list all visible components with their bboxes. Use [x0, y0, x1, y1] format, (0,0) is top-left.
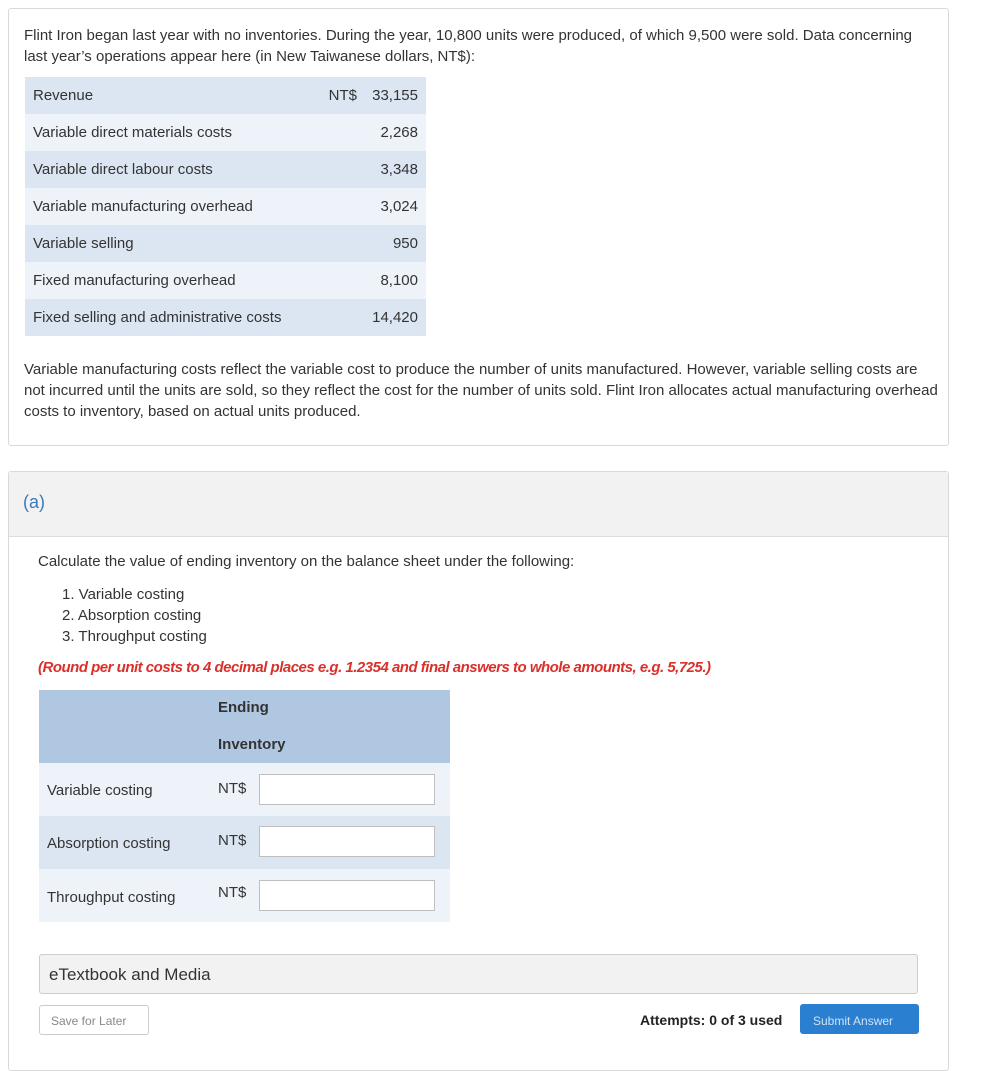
row-label: Variable direct labour costs — [25, 151, 309, 188]
row-value: 2,268 — [361, 114, 426, 151]
row-label: Absorption costing — [47, 835, 171, 852]
etextbook-label: eTextbook and Media — [49, 965, 211, 984]
row-currency — [309, 151, 361, 188]
row-value: 33,155 — [361, 77, 426, 114]
table-row — [25, 151, 426, 188]
row-currency — [309, 188, 361, 225]
row-value: 3,024 — [361, 188, 426, 225]
row-currency — [309, 114, 361, 151]
answer-table-header — [39, 690, 450, 763]
part-label: (a) — [23, 492, 45, 512]
row-label: Variable costing — [47, 782, 153, 799]
question-text: Calculate the value of ending inventory on the balance sheet under the following: — [38, 553, 575, 570]
row-label: Revenue — [25, 77, 309, 114]
row-currency — [309, 262, 361, 299]
row-value: 14,420 — [361, 299, 426, 336]
list-item: 1. Variable costing — [62, 586, 185, 603]
throughput-costing-input[interactable] — [259, 880, 435, 911]
problem-explanation: Variable manufacturing costs reflect the variable cost to produce the number of units manufactured. However, variable selling costs are not incurred until the units are sold, so they reflect the cost for the number of units sold. Flint Iron allocates actual manufacturing overhead costs to inventory, based on actual units produced. — [24, 361, 938, 420]
row-currency — [309, 299, 361, 336]
row-currency: NT$ — [218, 884, 247, 901]
row-currency: NT$ — [218, 780, 247, 797]
row-label: Fixed manufacturing overhead — [25, 262, 309, 299]
table-row — [25, 262, 426, 299]
list-item: 2. Absorption costing — [62, 607, 202, 624]
row-currency: NT$ — [218, 832, 247, 849]
submit-answer-button[interactable]: Submit Answer — [800, 1004, 919, 1034]
problem-card — [8, 8, 949, 446]
save-for-later-button[interactable]: Save for Later — [39, 1005, 149, 1035]
table-row — [39, 816, 450, 869]
table-row — [39, 869, 450, 922]
row-label: Fixed selling and administrative costs — [25, 299, 309, 336]
header-inventory: Inventory — [218, 736, 286, 753]
row-value: 950 — [361, 225, 426, 262]
part-a-header — [9, 472, 948, 537]
row-value: 3,348 — [361, 151, 426, 188]
row-currency — [309, 225, 361, 262]
answer-table — [39, 690, 450, 922]
table-row — [39, 763, 450, 816]
absorption-costing-input[interactable] — [259, 826, 435, 857]
rounding-instructions: (Round per unit costs to 4 decimal places e.g. 1.2354 and final answers to whole amounts, e.g. 5,725.) — [38, 659, 711, 676]
table-row — [25, 225, 426, 262]
etextbook-media-bar[interactable] — [39, 954, 918, 994]
table-row — [25, 77, 426, 114]
steps-list — [62, 584, 207, 647]
attempts-counter: Attempts: 0 of 3 used — [640, 1012, 783, 1028]
row-label: Throughput costing — [47, 889, 176, 906]
row-label: Variable manufacturing overhead — [25, 188, 309, 225]
variable-costing-input[interactable] — [259, 774, 435, 805]
row-label: Variable selling — [25, 225, 309, 262]
table-row — [25, 188, 426, 225]
row-value: 8,100 — [361, 262, 426, 299]
cost-data-table — [25, 77, 426, 336]
table-row — [25, 299, 426, 336]
problem-intro: Flint Iron began last year with no inventories. During the year, 10,800 units were produced, of which 9,500 were sold. Data concerning last year’s operations appear here (in New Taiwanese dollars, NT$): — [24, 27, 913, 65]
list-item: 3. Throughput costing — [62, 628, 207, 645]
table-row — [25, 114, 426, 151]
row-currency: NT$ — [309, 77, 361, 114]
row-label: Variable direct materials costs — [25, 114, 309, 151]
header-ending: Ending — [218, 699, 269, 716]
